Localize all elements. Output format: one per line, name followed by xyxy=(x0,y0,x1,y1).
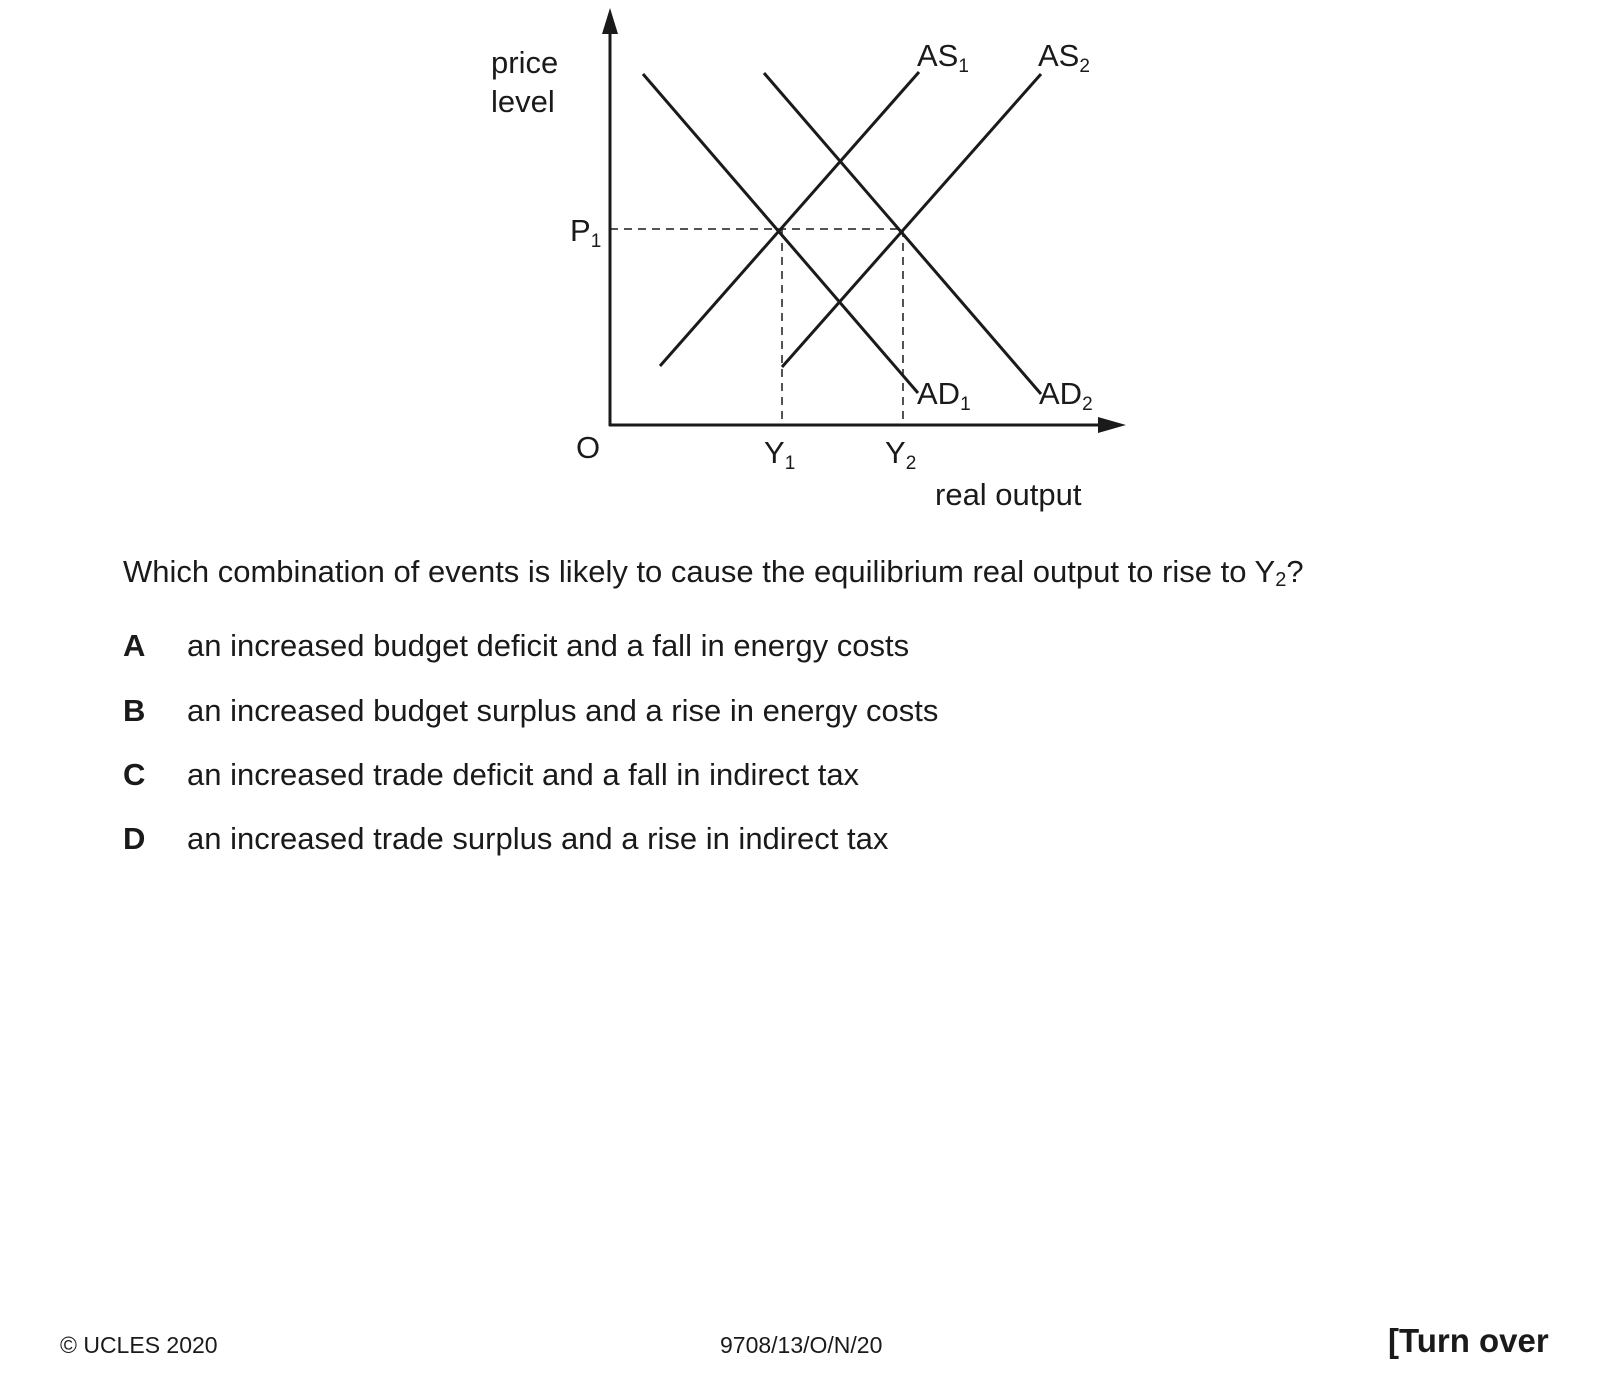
option-letter: A xyxy=(123,628,146,663)
as1-label: AS1 xyxy=(917,38,969,77)
copyright-notice: © UCLES 2020 xyxy=(60,1332,218,1358)
option-text: an increased trade deficit and a fall in indirect tax xyxy=(187,757,860,792)
x-axis-arrow-icon xyxy=(1098,417,1126,433)
ad2-label: AD2 xyxy=(1039,376,1093,415)
option-letter: B xyxy=(123,693,146,728)
option-text: an increased trade surplus and a rise in indirect tax xyxy=(187,821,889,856)
paper-code: 9708/13/O/N/20 xyxy=(720,1332,883,1358)
y-axis-label-line1: price xyxy=(491,45,559,80)
origin-label: O xyxy=(576,430,601,465)
as2-label: AS2 xyxy=(1038,38,1090,77)
y2-label: Y2 xyxy=(885,435,917,474)
ad-as-diagram xyxy=(0,0,1605,520)
y1-label: Y1 xyxy=(764,435,796,474)
y-axis-arrow-icon xyxy=(602,8,618,34)
as2-curve xyxy=(782,74,1041,367)
question-text xyxy=(123,553,1304,591)
p1-label: P1 xyxy=(570,213,602,252)
question-end: ? xyxy=(1286,554,1304,589)
ad1-label: AD1 xyxy=(917,376,971,415)
option-letter: C xyxy=(123,757,146,792)
question-main: Which combination of events is likely to cause the equilibrium real output to rise to Y xyxy=(123,554,1276,589)
option-text: an increased budget deficit and a fall in energy costs xyxy=(187,628,910,663)
y-axis-label-line2: level xyxy=(491,84,555,119)
option-text: an increased budget surplus and a rise in energy costs xyxy=(187,693,939,728)
turn-over-label: [Turn over xyxy=(1388,1322,1549,1359)
option-letter: D xyxy=(123,821,146,856)
question-subscript: 2 xyxy=(1275,569,1287,591)
x-axis-label: real output xyxy=(935,477,1082,512)
as1-curve xyxy=(660,72,919,366)
